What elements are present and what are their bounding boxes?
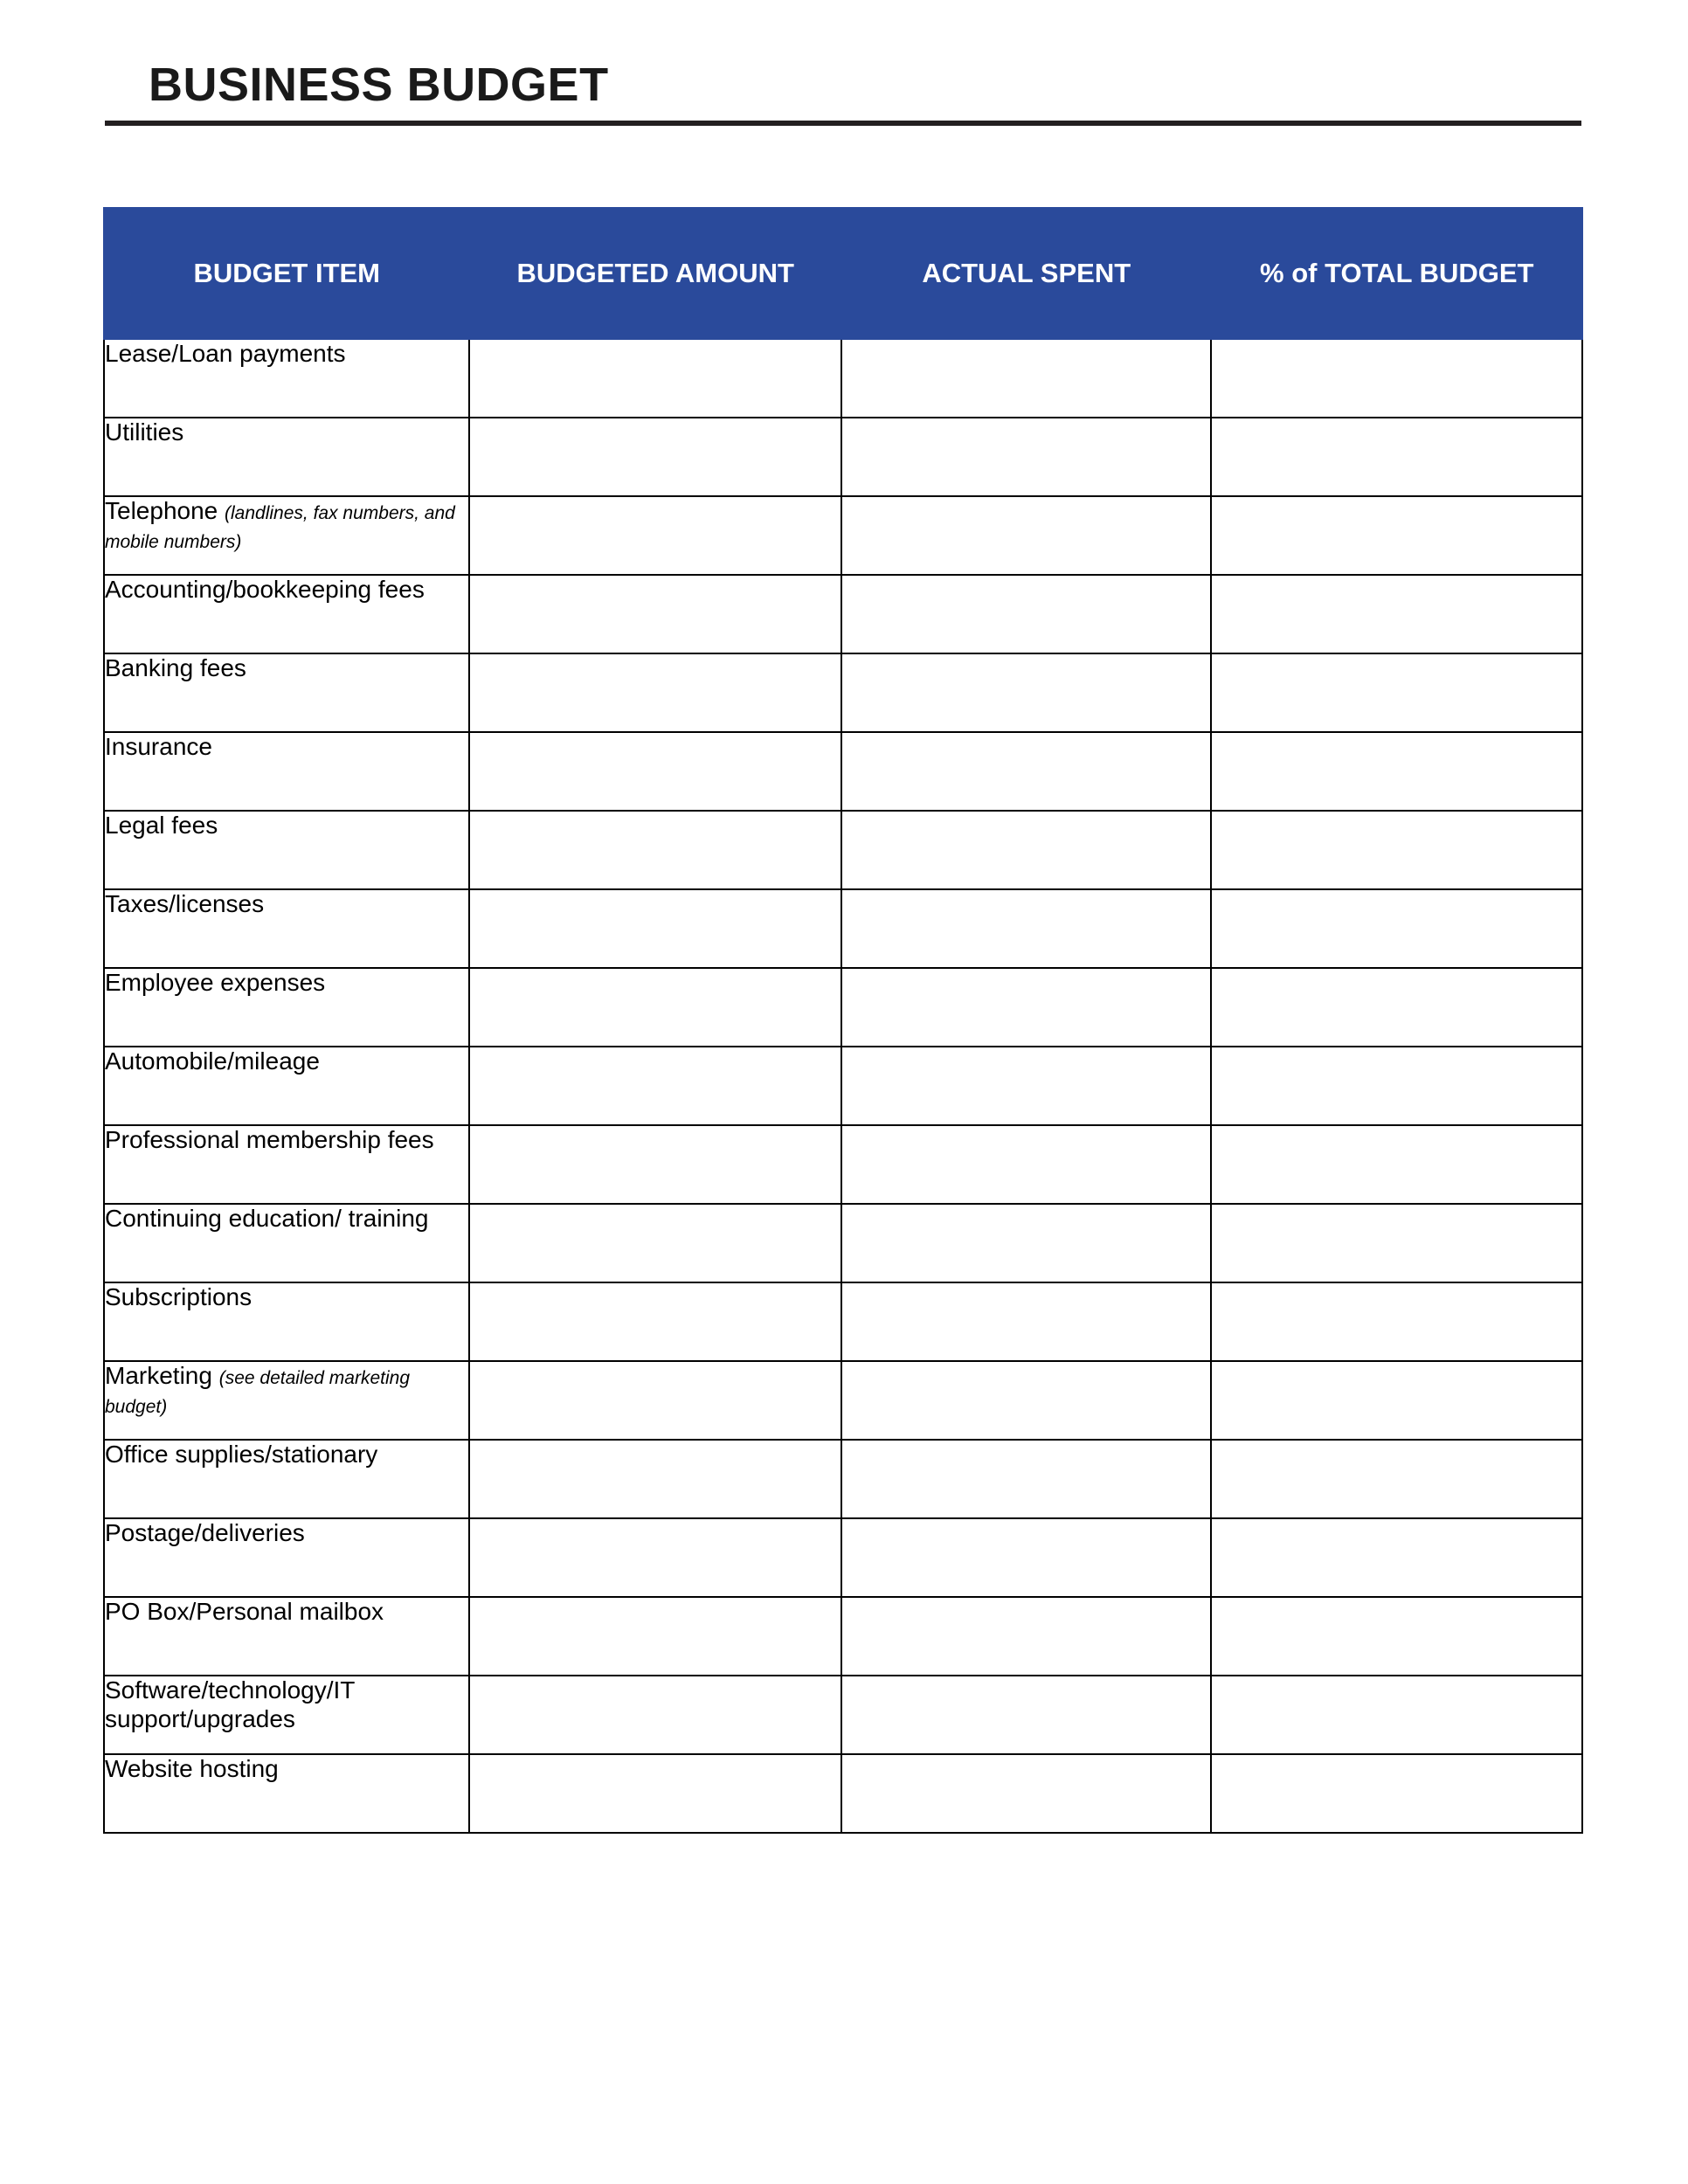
budget-item-text: Banking fees [105,654,246,681]
budget-item-text: Website hosting [105,1755,279,1782]
percent-of-total-cell[interactable] [1211,1676,1582,1754]
budget-item-label [104,653,469,732]
budget-item-label [104,339,469,418]
table-row [104,575,1582,653]
percent-of-total-cell[interactable] [1211,496,1582,575]
table-row [104,1125,1582,1204]
budget-item-label [104,889,469,968]
column-header-budget-item: BUDGET ITEM [104,208,469,339]
percent-of-total-cell[interactable] [1211,1204,1582,1282]
actual-spent-cell[interactable] [841,653,1212,732]
budgeted-amount-cell[interactable] [469,889,841,968]
percent-of-total-cell[interactable] [1211,968,1582,1047]
budget-item-label [104,1597,469,1676]
table-row [104,1518,1582,1597]
budget-item-text: Office supplies/stationary [105,1441,378,1468]
budget-item-label [104,1204,469,1282]
actual-spent-cell[interactable] [841,1047,1212,1125]
table-row [104,339,1582,418]
budget-item-text: Continuing education/ training [105,1205,429,1232]
budgeted-amount-cell[interactable] [469,339,841,418]
budgeted-amount-cell[interactable] [469,1518,841,1597]
budget-item-label [104,1440,469,1518]
budget-item-label [104,1125,469,1204]
actual-spent-cell[interactable] [841,1204,1212,1282]
budget-item-text: PO Box/Personal mailbox [105,1598,384,1625]
percent-of-total-cell[interactable] [1211,811,1582,889]
actual-spent-cell[interactable] [841,732,1212,811]
column-header-percent-of-total-budget: % of TOTAL BUDGET [1211,208,1582,339]
budgeted-amount-cell[interactable] [469,1047,841,1125]
budgeted-amount-cell[interactable] [469,1125,841,1204]
budget-item-text: Software/technology/IT support/upgrades [105,1676,355,1732]
actual-spent-cell[interactable] [841,1440,1212,1518]
table-row [104,811,1582,889]
title-divider [105,121,1581,126]
budgeted-amount-cell[interactable] [469,732,841,811]
budget-item-label [104,1518,469,1597]
actual-spent-cell[interactable] [841,575,1212,653]
budgeted-amount-cell[interactable] [469,1597,841,1676]
percent-of-total-cell[interactable] [1211,1282,1582,1361]
budget-item-label [104,418,469,496]
percent-of-total-cell[interactable] [1211,1518,1582,1597]
budgeted-amount-cell[interactable] [469,1361,841,1440]
budgeted-amount-cell[interactable] [469,1440,841,1518]
percent-of-total-cell[interactable] [1211,653,1582,732]
actual-spent-cell[interactable] [841,889,1212,968]
budget-item-label [104,732,469,811]
table-row [104,1597,1582,1676]
budget-item-label [104,1754,469,1833]
budget-item-text: Taxes/licenses [105,890,265,917]
budgeted-amount-cell[interactable] [469,575,841,653]
column-header-budgeted-amount: BUDGETED AMOUNT [469,208,841,339]
actual-spent-cell[interactable] [841,968,1212,1047]
budget-item-label [104,1282,469,1361]
budget-item-label [104,1361,469,1440]
column-header-actual-spent: ACTUAL SPENT [841,208,1212,339]
budget-item-text: Professional membership fees [105,1126,434,1153]
budget-item-text: Telephone [105,497,225,524]
table-row [104,1754,1582,1833]
percent-of-total-cell[interactable] [1211,1597,1582,1676]
budget-item-text: Employee expenses [105,969,326,996]
budget-item-text: Marketing [105,1362,219,1389]
table-row [104,496,1582,575]
actual-spent-cell[interactable] [841,496,1212,575]
percent-of-total-cell[interactable] [1211,575,1582,653]
budget-item-text: Accounting/bookkeeping fees [105,576,425,603]
percent-of-total-cell[interactable] [1211,1754,1582,1833]
table-row [104,1440,1582,1518]
table-header-row [104,208,1582,339]
budgeted-amount-cell[interactable] [469,1676,841,1754]
table-row [104,1204,1582,1282]
actual-spent-cell[interactable] [841,1518,1212,1597]
percent-of-total-cell[interactable] [1211,1361,1582,1440]
table-header [104,208,1582,339]
percent-of-total-cell[interactable] [1211,732,1582,811]
table-row [104,1676,1582,1754]
budget-item-label [104,496,469,575]
page-title: BUSINESS BUDGET [149,59,609,111]
budgeted-amount-cell[interactable] [469,811,841,889]
budget-item-text: Utilities [105,418,184,446]
table-row [104,889,1582,968]
budget-item-label [104,968,469,1047]
actual-spent-cell[interactable] [841,339,1212,418]
budget-item-text: Legal fees [105,812,218,839]
table-row [104,732,1582,811]
table-row [104,968,1582,1047]
budgeted-amount-cell[interactable] [469,496,841,575]
actual-spent-cell[interactable] [841,418,1212,496]
actual-spent-cell[interactable] [841,1676,1212,1754]
budget-item-note: (landlines, fax numbers, and mobile numbers) [105,503,455,552]
actual-spent-cell[interactable] [841,1125,1212,1204]
table-row [104,418,1582,496]
budget-item-label [104,811,469,889]
budget-item-text: Insurance [105,733,212,760]
percent-of-total-cell[interactable] [1211,889,1582,968]
budgeted-amount-cell[interactable] [469,1282,841,1361]
actual-spent-cell[interactable] [841,1361,1212,1440]
budget-table [103,207,1583,1834]
budget-item-label [104,575,469,653]
table-row [104,1361,1582,1440]
budgeted-amount-cell[interactable] [469,968,841,1047]
budget-item-text: Postage/deliveries [105,1519,305,1546]
budget-item-note: (see detailed marketing budget) [105,1368,411,1417]
budgeted-amount-cell[interactable] [469,653,841,732]
budgeted-amount-cell[interactable] [469,418,841,496]
budgeted-amount-cell[interactable] [469,1754,841,1833]
percent-of-total-cell[interactable] [1211,1440,1582,1518]
title-block [105,61,1581,126]
budget-item-label [104,1676,469,1754]
budget-item-label [104,1047,469,1125]
percent-of-total-cell[interactable] [1211,1047,1582,1125]
budgeted-amount-cell[interactable] [469,1204,841,1282]
percent-of-total-cell[interactable] [1211,418,1582,496]
table-body [104,339,1582,1833]
percent-of-total-cell[interactable] [1211,339,1582,418]
budget-item-text: Automobile/mileage [105,1047,320,1075]
actual-spent-cell[interactable] [841,811,1212,889]
budget-item-text: Subscriptions [105,1283,253,1310]
table-row [104,653,1582,732]
budget-item-text: Lease/Loan payments [105,340,346,367]
actual-spent-cell[interactable] [841,1754,1212,1833]
actual-spent-cell[interactable] [841,1282,1212,1361]
percent-of-total-cell[interactable] [1211,1125,1582,1204]
table-row [104,1047,1582,1125]
actual-spent-cell[interactable] [841,1597,1212,1676]
table-row [104,1282,1582,1361]
